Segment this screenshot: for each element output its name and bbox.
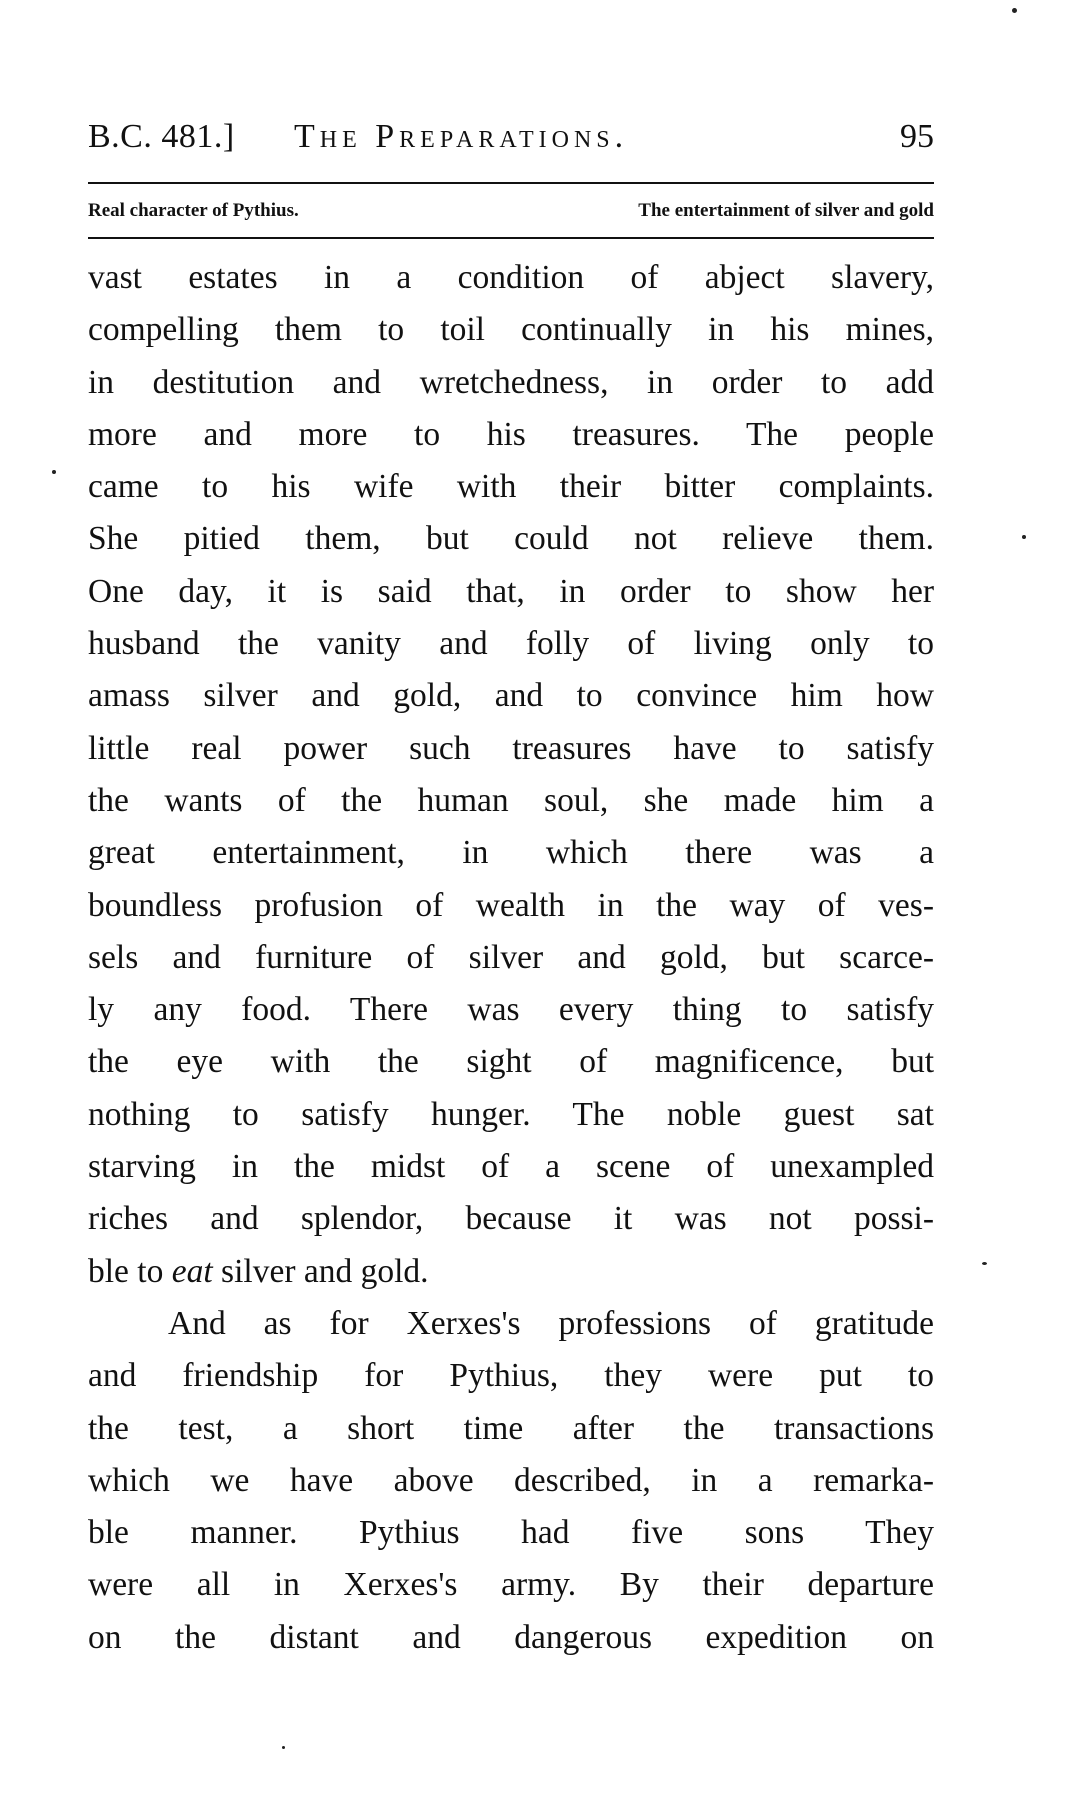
text-line: on the distant and dangerous expedition on	[88, 1618, 934, 1656]
header-rule-bottom	[88, 237, 934, 239]
text-line: husband the vanity and folly of living only to	[88, 625, 934, 663]
text-line: came to his wife with their bitter complaints.	[88, 468, 934, 506]
text-line: which we have above described, in a remarka-	[88, 1461, 934, 1499]
text-line: And as for Xerxes's professions of gratitude	[168, 1304, 934, 1342]
running-header	[88, 118, 934, 168]
text-line: starving in the midst of a scene of unexampled	[88, 1148, 934, 1186]
text-line: little real power such treasures have to satisfy	[88, 729, 934, 767]
print-speck	[52, 470, 56, 474]
subhead-left: Real character of Pythius.	[88, 200, 299, 221]
text-line: ble manner. Pythius had five sons They	[88, 1514, 934, 1552]
text-line: amass silver and gold, and to convince him how	[88, 677, 934, 715]
print-speck	[1012, 8, 1017, 13]
subhead-right: The entertainment of silver and gold	[638, 200, 934, 221]
text-line: in destitution and wretchedness, in order to add	[88, 363, 934, 401]
text-line: the eye with the sight of magnificence, but	[88, 1043, 934, 1081]
text-line-last	[88, 1246, 934, 1298]
body-text	[88, 252, 934, 1664]
text-line: sels and furniture of silver and gold, but scarce-	[88, 938, 934, 976]
header-title: The Preparations.	[294, 118, 629, 155]
text-line: ly any food. There was every thing to satisfy	[88, 991, 934, 1029]
text-line: and friendship for Pythius, they were put to	[88, 1357, 934, 1395]
text-fragment: ble to	[88, 1252, 172, 1290]
text-line: nothing to satisfy hunger. The noble guest sat	[88, 1095, 934, 1133]
text-fragment: silver and gold.	[212, 1252, 429, 1290]
page-number: 95	[900, 118, 934, 155]
print-speck	[282, 1746, 285, 1749]
print-speck	[982, 1262, 987, 1265]
text-line: vast estates in a condition of abject slavery,	[88, 259, 934, 296]
print-speck	[1022, 535, 1026, 539]
text-line: more and more to his treasures. The people	[88, 415, 934, 453]
paragraph-1	[88, 252, 934, 1298]
text-line: the wants of the human soul, she made him a	[88, 781, 934, 819]
text-line: the test, a short time after the transactions	[88, 1409, 934, 1447]
header-date: B.C. 481.]	[88, 118, 235, 155]
text-line: One day, it is said that, in order to show her	[88, 572, 934, 610]
italic-word: eat	[171, 1252, 213, 1290]
text-line: boundless profusion of wealth in the way of ves-	[88, 886, 934, 924]
paragraph-2	[88, 1298, 934, 1664]
text-line: riches and splendor, because it was not possi-	[88, 1200, 934, 1238]
text-line: great entertainment, in which there was a	[88, 834, 934, 872]
header-rule-top	[88, 182, 934, 184]
text-line: compelling them to toil continually in his mines,	[88, 311, 934, 349]
text-line: She pitied them, but could not relieve them.	[88, 520, 934, 558]
marginal-subheads	[88, 200, 934, 234]
text-line: were all in Xerxes's army. By their departure	[88, 1566, 934, 1604]
